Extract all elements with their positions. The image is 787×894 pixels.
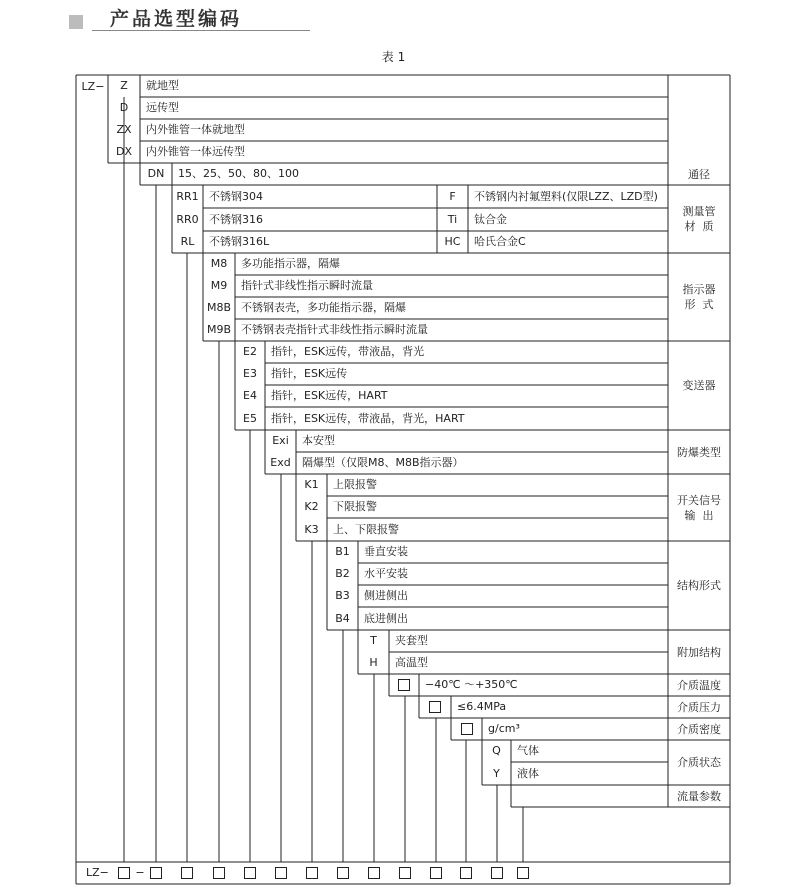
category-label: 介质密度 (677, 722, 721, 736)
option-code: E3 (243, 367, 257, 380)
option-description: 气体 (517, 744, 539, 757)
option-code: K1 (304, 478, 319, 491)
code-slot-box (181, 867, 193, 879)
option-code: B1 (335, 545, 350, 558)
category-label: 指示器 形 式 (682, 283, 716, 311)
option-description: 指针，ESK远传 (271, 367, 348, 380)
option-code: B2 (335, 567, 350, 580)
page-title: 产品选型编码 (110, 8, 243, 30)
option-code-alt: HC (444, 235, 461, 248)
option-description: 水平安装 (364, 567, 408, 580)
code-slot-box (306, 867, 318, 879)
bottom-prefix: LZ− (86, 866, 109, 879)
option-code: RR1 (176, 189, 199, 203)
option-checkbox (461, 723, 473, 735)
option-code: D (119, 101, 129, 114)
category-label: 变送器 (682, 379, 716, 392)
table-caption: 表 1 (381, 50, 406, 64)
option-description: 底进侧出 (364, 611, 408, 625)
option-description: 隔爆型（仅限M8、M8B指示器） (302, 456, 464, 469)
code-slot-box (430, 867, 442, 879)
option-code: DX (115, 145, 132, 158)
option-code: Q (492, 744, 501, 757)
code-slot-box (399, 867, 411, 879)
option-code: E4 (243, 389, 257, 402)
option-description: 液体 (517, 766, 539, 780)
code-slot-box (337, 867, 349, 879)
category-label: 介质压力 (677, 700, 721, 714)
option-description: 远传型 (146, 101, 179, 114)
option-description: 15、25、50、80、100 (178, 167, 299, 180)
option-code: B4 (335, 611, 350, 625)
option-description: 下限报警 (333, 500, 377, 513)
option-description: 上、下限报警 (333, 522, 399, 536)
option-code: B3 (335, 589, 350, 602)
model-prefix: LZ− (81, 80, 105, 93)
category-label: 流量参数 (677, 789, 721, 803)
option-code: M8 (210, 257, 228, 270)
option-description: 内外锥管一体就地型 (146, 123, 245, 136)
option-code: M8B (206, 301, 232, 314)
option-description: 本安型 (302, 434, 335, 447)
option-description: 指针式非线性指示瞬时流量 (241, 279, 373, 292)
option-description: 内外锥管一体远传型 (146, 145, 245, 158)
bottom-dash: − (135, 866, 145, 879)
option-description: 不锈钢表壳指针式非线性指示瞬时流量 (241, 323, 428, 336)
option-code: K3 (304, 522, 319, 536)
option-code: Exi (272, 434, 289, 447)
category-label: 开关信号 输 出 (677, 493, 721, 522)
category-label: 防爆类型 (677, 445, 721, 459)
option-code: H (369, 656, 378, 669)
option-description: 不锈钢304 (209, 189, 263, 203)
option-code-alt: Ti (447, 212, 458, 226)
option-description: 侧进侧出 (364, 589, 408, 602)
category-label: 介质状态 (677, 756, 721, 769)
code-slot-box (150, 867, 162, 879)
option-code: M9B (206, 323, 232, 336)
option-description: 垂直安装 (364, 545, 408, 558)
category-label: 结构形式 (677, 579, 721, 592)
code-slot-box (368, 867, 380, 879)
option-description-alt: 不锈钢内衬氟塑料(仅限LZZ、LZD型) (474, 189, 658, 203)
option-code: RR0 (176, 212, 199, 226)
code-slot-box (491, 867, 503, 879)
code-slot-box (517, 867, 529, 879)
option-code: K2 (304, 500, 319, 513)
option-description: 夹套型 (395, 634, 428, 647)
option-code: E5 (243, 411, 257, 425)
option-description: 指针，ESK远传，HART (271, 389, 388, 402)
option-code: M9 (210, 279, 228, 292)
category-label: 附加结构 (677, 645, 721, 659)
option-description: 不锈钢表壳，多功能指示器，隔爆 (241, 301, 406, 314)
code-slot-box (213, 867, 225, 879)
option-code: ZX (116, 123, 132, 136)
option-code: RL (180, 235, 195, 248)
option-description: g/cm³ (488, 722, 520, 735)
option-code-alt: F (449, 189, 456, 203)
option-description: 不锈钢316L (209, 235, 270, 248)
code-slot-box (275, 867, 287, 879)
option-description: −40℃ ～+350℃ (425, 678, 518, 691)
code-slot-box (460, 867, 472, 879)
option-description: 不锈钢316 (209, 212, 263, 226)
option-description-alt: 钛合金 (474, 212, 507, 226)
option-description: 上限报警 (333, 478, 377, 491)
option-description: 多功能指示器，隔爆 (241, 257, 340, 270)
option-description: 指针，ESK远传，带液晶，背光 (271, 345, 425, 358)
option-code: Exd (270, 456, 291, 469)
option-description: 高温型 (395, 656, 428, 669)
option-description-alt: 哈氏合金C (474, 235, 526, 248)
option-code: DN (147, 167, 165, 180)
option-checkbox (429, 701, 441, 713)
code-slot-box (118, 867, 130, 879)
option-description: 就地型 (146, 79, 179, 92)
category-label: 测量管 材 质 (682, 205, 716, 233)
option-code: T (370, 634, 377, 647)
option-code: Y (493, 766, 500, 780)
option-code: E2 (243, 345, 257, 358)
category-label: 通径 (688, 167, 710, 181)
option-checkbox (398, 679, 410, 691)
option-code: Z (120, 79, 128, 92)
category-label: 介质温度 (677, 678, 721, 692)
option-description: ≤6.4MPa (457, 700, 507, 713)
option-description: 指针，ESK远传，带液晶，背光，HART (271, 411, 465, 425)
code-slot-box (244, 867, 256, 879)
